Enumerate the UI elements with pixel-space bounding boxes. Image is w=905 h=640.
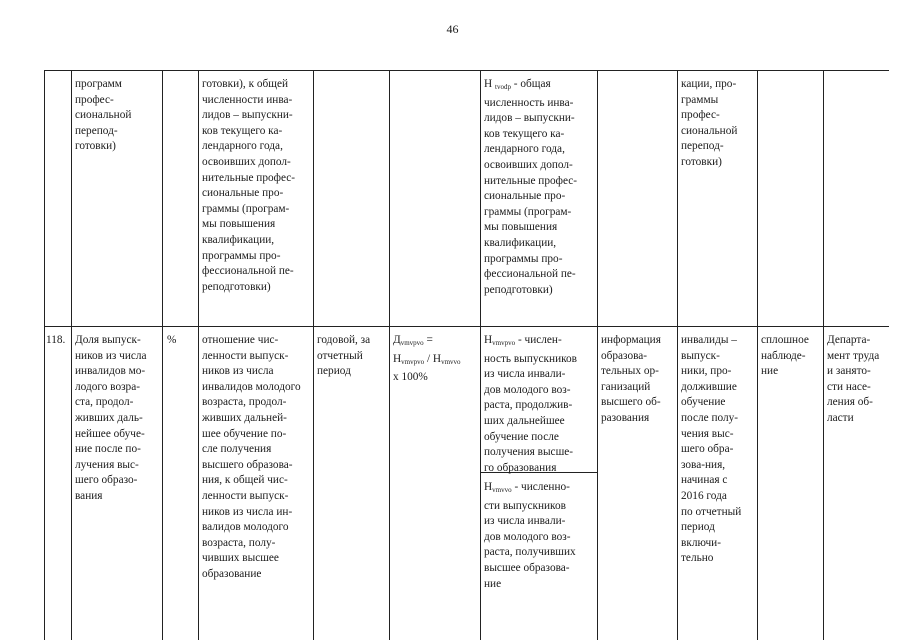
row-118-indicator-name: Доля выпуск- ников из числа инвалидов мо- лодого возра- ста, продол- живших даль- нейшее обуче- ние после по- лучения выс- шего образо- вания — [75, 334, 147, 502]
row-118-data-source: информация образова- тельных ор- ганизаций высшего об- разования — [601, 334, 661, 424]
page-number: 46 — [446, 22, 459, 36]
col-border — [44, 70, 45, 640]
prev-row-indicator-name: программ профес- сиональной перепод- готовки) — [75, 78, 132, 153]
row-118-responsible: Департа- мент труда и занято- сти насе- ления об- ласти — [827, 334, 880, 424]
row-118-variable-denominator: $Н_{vmvvo}$ - численно- сти выпускников из числа инвали- дов молодого воз- раста, получивших высшее образова- ние — [484, 481, 576, 590]
col-border — [823, 70, 824, 640]
col-border — [677, 70, 678, 640]
row-118-definition: отношение чис- ленности выпуск- ников из числа инвалидов молодого возраста, продол- живших дальней- шее обучение по- сле получения высшего образова- ния, к общей чис- ленности выпуск- ников из числа ин- валидов молодого возраста, полу- чивших высшее образование — [202, 334, 301, 580]
col-border — [597, 70, 598, 640]
col-border — [162, 70, 163, 640]
col-border — [480, 70, 481, 640]
row-118-collection-method: сплошное наблюде- ние — [761, 334, 809, 378]
row-118-periodicity: годовой, за отчетный период — [317, 334, 371, 378]
row-118-variable-numerator: $Н_{vmvpvo}$ - числен- ность выпускников из числа инвали- дов молодого воз- раста, продолжив- ших дальнейшее обучение после получения высше- го образования — [484, 334, 578, 474]
col-border — [71, 70, 72, 640]
row-118-population: инвалиды – выпуск- ники, про- должившие обучение после полу- чения выс- шего обра- зова-ния, начиная с 2016 года по отчетный период включи- тельно — [681, 334, 742, 565]
row-118-unit: % — [167, 334, 177, 346]
col-border — [313, 70, 314, 640]
col-border — [389, 70, 390, 640]
prev-row-definition: готовки), к общей численности инва- лидов – выпускни- ков текущего ка- лендарного года, освоивших допол- нительные профес- сиональные про- граммы (програм- мы повышения квалификации, программы про- фессиональной пе- реподготовки) — [202, 78, 296, 293]
col-border — [198, 70, 199, 640]
row-118-formula: $Д_{vmvpvo}$ = $Н_{vmvpvo} / Н_{vmvvo}$ x 100% — [393, 334, 461, 384]
row-divider — [44, 326, 889, 327]
prev-row-population: кации, про- граммы профес- сиональной перепод- готовки) — [681, 78, 738, 168]
col-border — [757, 70, 758, 640]
table-top-border — [44, 70, 889, 71]
prev-row-variables: Н $_{tvodp}$ - общая численность инва- лидов – выпускни- ков текущего ка- лендарного года, освоивших допол- нительные профес- сиональные про- граммы (програм- мы повышения квалификации, программы про- фессиональной пе- реподготовки) — [484, 78, 578, 296]
row-118-number: 118. — [46, 334, 66, 346]
